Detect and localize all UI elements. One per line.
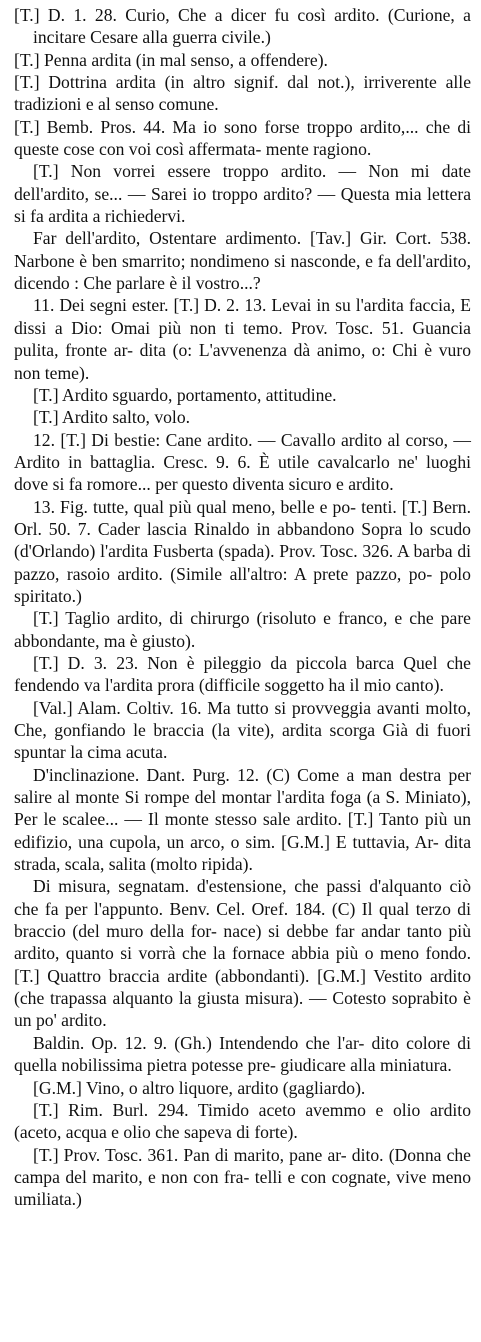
entry-paragraph: [14, 496, 471, 608]
text-line: una cupola, un arco, o sim. [G.M.] E tuttavia, Ar-: [78, 831, 439, 852]
text-line: si nasconde, e fa dell'ardito, dicendo : Che parlare è: [14, 250, 471, 294]
text-line: l'ardita foga (a S. Miniato), Per le scalee... — Il: [14, 787, 471, 830]
text-line: [T.] Bemb. Pros. 44. Ma io sono forse troppo: [14, 116, 353, 137]
text-line: Gir. Cort. 538. Narbone è ben smarrito; nondimeno: [14, 228, 471, 271]
text-line: rasoio ardito. (Simile all'altro: A prete pazzo, po-: [66, 563, 433, 584]
text-line: su l'ardita faccia, E dissi a Dio: Omai più non ti: [14, 295, 471, 338]
text-line: 184. (C) Il qual terzo di braccio (del muro della for-: [14, 898, 471, 942]
text-line: 11. Dei segni ester. [T.] D. 2. 13. Levai in: [33, 295, 331, 316]
text-line: dita (o: L'avvenenza dà animo, o: Chi è vuro non: [14, 340, 472, 383]
entry-paragraph: [14, 384, 471, 406]
text-line: D'inclinazione. Dant. Purg. 12. (C) Come a: [33, 764, 355, 785]
text-line: al corso, — Ardito in battaglia. Cresc. 9. 6. È utile: [14, 429, 471, 472]
entry-paragraph: [14, 764, 471, 876]
text-line: [T.] Prov. Tosc. 361. Pan di marito, pane ar-: [33, 1144, 347, 1165]
entry-paragraph: [14, 607, 471, 652]
entry-paragraph: [14, 429, 471, 496]
text-line: [Val.] Alam. Coltiv. 16. Ma tutto si provveggia: [33, 697, 372, 718]
text-line: mente ragiono.: [265, 139, 372, 160]
text-line: d'alquanto ciò che fa per l'appunto. Benv. Cel. Oref.: [14, 876, 471, 919]
entry-paragraph: [14, 875, 471, 1031]
text-line: ha il mio canto).: [328, 675, 444, 696]
text-line: tenti. [T.] Bern. Orl. 50. 7. Cader lascia Rinaldo: [14, 496, 471, 539]
entry-paragraph: [14, 406, 471, 428]
text-line: dita strada, scala, salita (molto ripida).: [14, 831, 472, 875]
text-line: [T.] Dottrina ardita (in altro signif. dal not.),: [14, 72, 355, 93]
entry-paragraph: [14, 697, 471, 764]
text-line: Far dell'ardito, Ostentare ardimento. [Tav.]: [33, 228, 352, 249]
text-line: ardita scorga Già di fuori spuntar la cima acuta.: [14, 720, 471, 763]
text-line: Quattro braccia ardite (abbondanti). [G.M.] Vestito: [47, 965, 423, 986]
text-line: Di misura, segnatam. d'estensione, che passi: [33, 876, 362, 897]
text-line: 13. Fig. tutte, qual più qual meno, belle e po-: [33, 496, 356, 517]
text-line: Questa mia lettera si fa ardita a richiedervi.: [14, 183, 471, 227]
text-line: il vostro...?: [181, 273, 261, 294]
text-line: polo spiritato.): [14, 563, 471, 606]
text-line: [T.] Taglio ardito, di chirurgo (risoluto e: [33, 608, 331, 629]
text-line: dito colore di quella nobilissima pietra potesse pre-: [14, 1032, 471, 1076]
text-line: avanti molto, Che, gonfiando le braccia (la vite),: [14, 697, 471, 740]
entry-paragraph: [14, 4, 471, 49]
text-line: monte stesso sale ardito. [T.] Tanto più un edifizio,: [14, 809, 471, 852]
entry-paragraph: [14, 1032, 471, 1077]
text-line: [T.] Ardito salto, volo.: [33, 407, 191, 428]
text-line: franco, e che pare abbondante, ma è giusto).: [14, 608, 471, 651]
text-line: olio ardito (aceto, acqua e olio che sapeva di forte).: [14, 1099, 471, 1143]
text-line: [T.] Ardito sguardo, portamento, attitudine.: [33, 384, 337, 405]
entry-paragraph: [14, 49, 471, 71]
entry-paragraph: [14, 1077, 471, 1099]
text-line: [T.] D. 3. 23. Non è pileggio da piccola barca: [33, 652, 395, 673]
text-line: (Curione, a incitare Cesare alla guerra civile.): [33, 5, 471, 48]
text-line: ardito (che trapassa alquanto la giusta misura). —: [14, 965, 471, 1009]
entry-paragraph: [14, 227, 471, 294]
text-line: date dell'ardito, se... — Sarei io troppo ardito? —: [14, 161, 471, 204]
text-line: 12. [T.] Di bestie: Cane ardito. — Cavallo ardito: [33, 429, 383, 450]
text-line: Fusberta (spada). Prov. Tosc. 326. A barba di pazzo,: [14, 541, 472, 584]
entry-paragraph: [14, 160, 471, 227]
text-line: Quel che fendendo va l'ardita prora (difficile soggetto: [14, 652, 471, 696]
text-line: man destra per salire al monte Si rompe del montar: [14, 764, 471, 808]
text-line: telli e con cognate, vive meno umiliata.): [14, 1166, 471, 1210]
text-line: Baldin. Op. 12. 9. (Gh.) Intendendo che l'ar-: [33, 1032, 365, 1053]
text-line: nace) si debbe far andar tanto più ardito, quanto si: [14, 921, 471, 964]
text-line: temo. Prov. Tosc. 51. Guancia pulita, fronte ar-: [14, 317, 471, 361]
text-line: diventa sicuro e ardito.: [232, 474, 394, 495]
text-line: Cotesto soprabito è un po' ardito.: [14, 988, 471, 1031]
text-line: [T.] D. 1. 28. Curio, Che a dicer fu così ardito.: [14, 5, 380, 25]
entry-paragraph: [14, 652, 471, 697]
text-line: in abbandono Sopra lo scudo (d'Orlando) l'ardita: [14, 518, 471, 562]
text-line: giudicare alla miniatura.: [280, 1055, 452, 1076]
entry-paragraph: [14, 294, 471, 383]
entry-paragraph: [14, 1144, 471, 1211]
entry-paragraph: [14, 71, 471, 116]
text-line: [T.] Non vorrei essere troppo ardito. — Non mi: [33, 161, 430, 182]
text-line: ardito,... che di queste cose con voi così affermata-: [14, 116, 472, 160]
text-line: irriverente alle tradizioni e al senso comune.: [14, 72, 472, 115]
text-line: [G.M.] Vino, o altro liquore, ardito (gagliardo).: [33, 1077, 366, 1098]
text-line: [T.] Penna ardita (in mal senso, a offendere).: [14, 49, 328, 70]
entry-paragraph: [14, 116, 471, 161]
text-line: vorrà che la fornace abbia più o meno fondo. [T.]: [14, 943, 471, 986]
text-line: dito. (Donna che campa del marito, e non con fra-: [14, 1144, 471, 1187]
text-line: cavalcarlo ne' luoghi dove si fa romore... per questo: [14, 451, 472, 495]
text-line: [T.] Rim. Burl. 294. Timido aceto avemmo e: [33, 1099, 384, 1120]
text-line: teme).: [44, 362, 90, 383]
entry-paragraph: [14, 1099, 471, 1144]
